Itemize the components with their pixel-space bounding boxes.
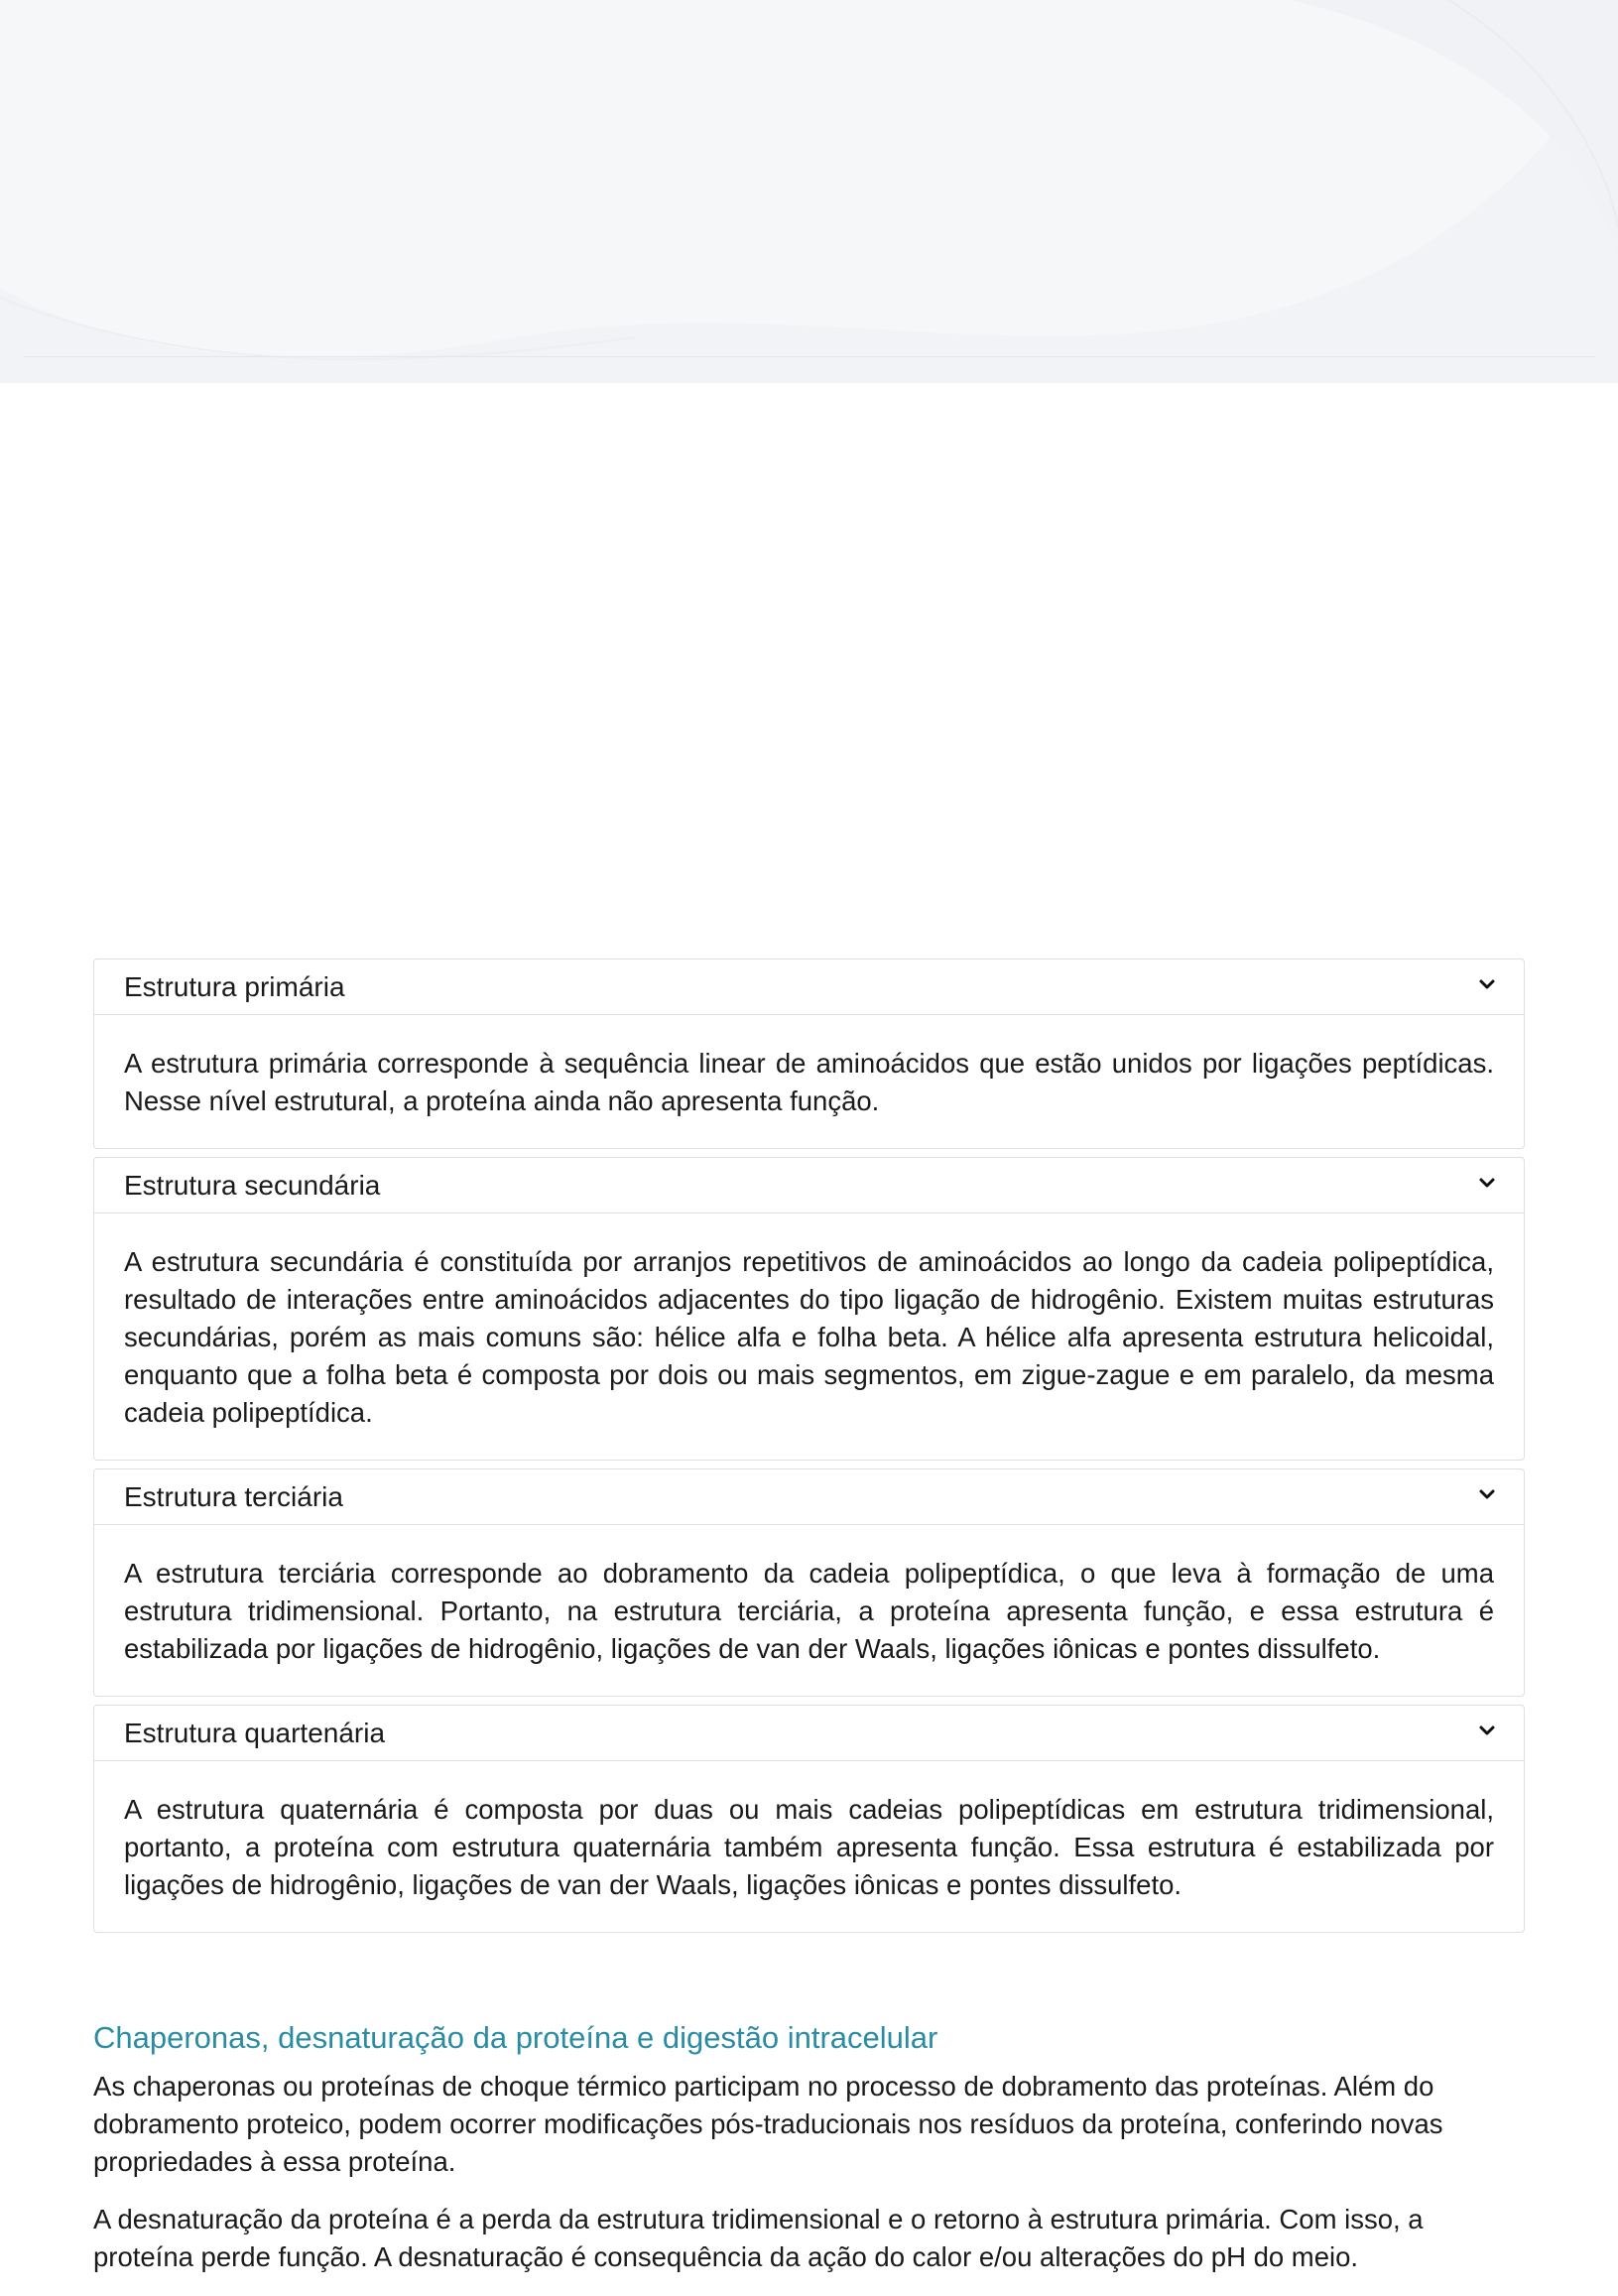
banner-wave-decoration xyxy=(0,0,1618,383)
accordion-body xyxy=(94,1015,1524,1148)
accordion-title: Estrutura terciária xyxy=(124,1480,343,1512)
accordion-body xyxy=(94,1525,1524,1696)
section-paragraph: A desnaturação da proteína é a perda da estrutura tridimensional e o retorno à estrutura primária. Com isso, a proteína perde função. A desnaturação é consequência da ação do calor e/ou alterações do pH do meio. xyxy=(93,2204,1424,2272)
accordion-body xyxy=(94,1213,1524,1460)
accordion-body xyxy=(94,1761,1524,1932)
accordion-item-secundaria xyxy=(93,1157,1525,1461)
banner-divider xyxy=(24,356,1595,357)
accordion-item-primaria xyxy=(93,958,1525,1149)
accordion-body-text: A estrutura primária corresponde à sequência linear de aminoácidos que estão unidos por ligações peptídicas. Nesse nível estrutural, a proteína ainda não apresenta função. xyxy=(124,1048,1494,1116)
chevron-down-icon[interactable] xyxy=(1476,1720,1498,1741)
chevron-down-icon[interactable] xyxy=(1476,1172,1498,1194)
accordion-title: Estrutura quartenária xyxy=(124,1717,386,1748)
accordion-title: Estrutura primária xyxy=(124,970,345,1002)
accordion-body-text: A estrutura quaternária é composta por duas ou mais cadeias polipeptídicas em estrutura tridimensional, portanto, a proteína com estrutura quaternária também apresenta função. Essa estrutura é estabilizada por ligações de hidrogênio, ligações de van der Waals, ligações iônicas e pontes dissulfeto. xyxy=(124,1794,1494,1900)
chevron-down-icon[interactable] xyxy=(1476,973,1498,995)
accordion-body-text: A estrutura terciária corresponde ao dobramento da cadeia polipeptídica, o que leva à formação de uma estrutura tridimensional. Portanto, na estrutura terciária, a proteína apresenta função, e essa estrutura é estabilizada por ligações de hidrogênio, ligações de van der Waals, ligações iônicas e pontes dissulfeto. xyxy=(124,1558,1494,1664)
accordion-title: Estrutura secundária xyxy=(124,1169,381,1201)
top-banner xyxy=(0,0,1618,383)
content-section xyxy=(93,2016,1525,2296)
accordion-body-text: A estrutura secundária é constituída por arranjos repetitivos de aminoácidos ao longo da cadeia polipeptídica, resultado de interações entre aminoácidos adjacentes do tipo ligação de hidrogênio. Existem muitas estruturas secundárias, porém as mais comuns são: hélice alfa e folha beta. A hélice alfa apresenta estrutura helicoidal, enquanto que a folha beta é composta por dois ou mais segmentos, em zigue-zague e em paralelo, da mesma cadeia polipeptídica. xyxy=(124,1246,1494,1428)
accordion-item-quartenaria xyxy=(93,1705,1525,1933)
accordion-item-terciaria xyxy=(93,1468,1525,1697)
accordion-header-secundaria[interactable] xyxy=(94,1158,1524,1213)
accordion-header-quartenaria[interactable] xyxy=(94,1706,1524,1761)
chevron-down-icon[interactable] xyxy=(1476,1483,1498,1505)
accordion xyxy=(93,958,1525,1941)
section-heading: Chaperonas, desnaturação da proteína e digestão intracelular xyxy=(93,2020,938,2055)
accordion-header-terciaria[interactable] xyxy=(94,1469,1524,1525)
accordion-header-primaria[interactable] xyxy=(94,959,1524,1015)
section-paragraph: As chaperonas ou proteínas de choque térmico participam no processo de dobramento das proteínas. Além do dobramento proteico, podem ocorrer modificações pós-traducionais nos resíduos da proteína, conferindo novas propriedades à essa proteína. xyxy=(93,2071,1443,2177)
